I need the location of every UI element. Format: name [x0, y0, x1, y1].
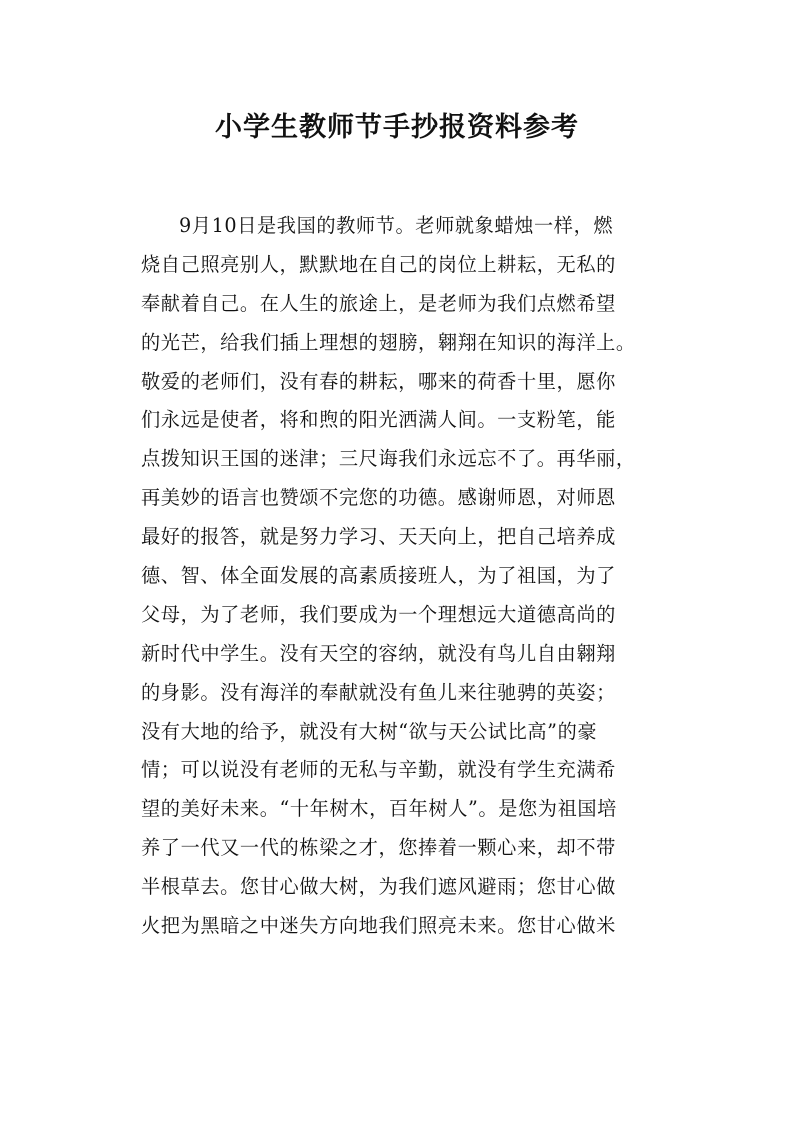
text-line: 9月10日是我国的教师节。老师就象蜡烛一样，燃	[179, 214, 614, 237]
text-line: 敬爱的老师们，没有春的耕耘，哪来的荷香十里，愿你	[141, 369, 616, 393]
text-line: 情；可以说没有老师的无私与辛勤，就没有学生充满希	[141, 758, 616, 782]
text-line: 半根草去。您甘心做大树，为我们遮风避雨；您甘心做	[141, 875, 616, 899]
text-line: 奉献着自己。在人生的旅途上，是老师为我们点燃希望	[141, 291, 616, 315]
text-line: 新时代中学生。没有天空的容纳，就没有鸟儿自由翱翔	[141, 641, 616, 665]
text-line: 的身影。没有海洋的奉献就没有鱼儿来往驰骋的英姿；	[141, 680, 616, 704]
text-line: 再美妙的语言也赞颂不完您的功德。感谢师恩，对师恩	[141, 486, 616, 510]
text-line: 们永远是使者，将和煦的阳光洒满人间。一支粉笔，能	[141, 408, 616, 432]
text-line: 养了一代又一代的栋梁之才，您捧着一颗心来，却不带	[141, 836, 616, 860]
text-line: 德、智、体全面发展的高素质接班人，为了祖国，为了	[141, 564, 616, 588]
body-paragraph	[141, 207, 661, 946]
text-line: 最好的报答，就是努力学习、天天向上，把自己培养成	[141, 525, 616, 549]
text-line: 的光芒，给我们插上理想的翅膀，翱翔在知识的海洋上。	[141, 330, 636, 354]
document-title: 小学生教师节手抄报资料参考	[215, 112, 579, 143]
text-line: 没有大地的给予，就没有大树“欲与天公试比高”的豪	[141, 719, 598, 743]
text-line: 父母，为了老师，我们要成为一个理想远大道德高尚的	[141, 602, 616, 626]
text-line: 点拨知识王国的迷津；三尺诲我们永远忘不了。再华丽，	[141, 447, 636, 471]
text-line: 烧自己照亮别人，默默地在自己的岗位上耕耘，无私的	[141, 252, 616, 276]
text-line: 望的美好未来。“十年树木，百年树人”。是您为祖国培	[141, 797, 617, 821]
text-line: 火把为黑暗之中迷失方向地我们照亮未来。您甘心做米	[141, 914, 616, 938]
